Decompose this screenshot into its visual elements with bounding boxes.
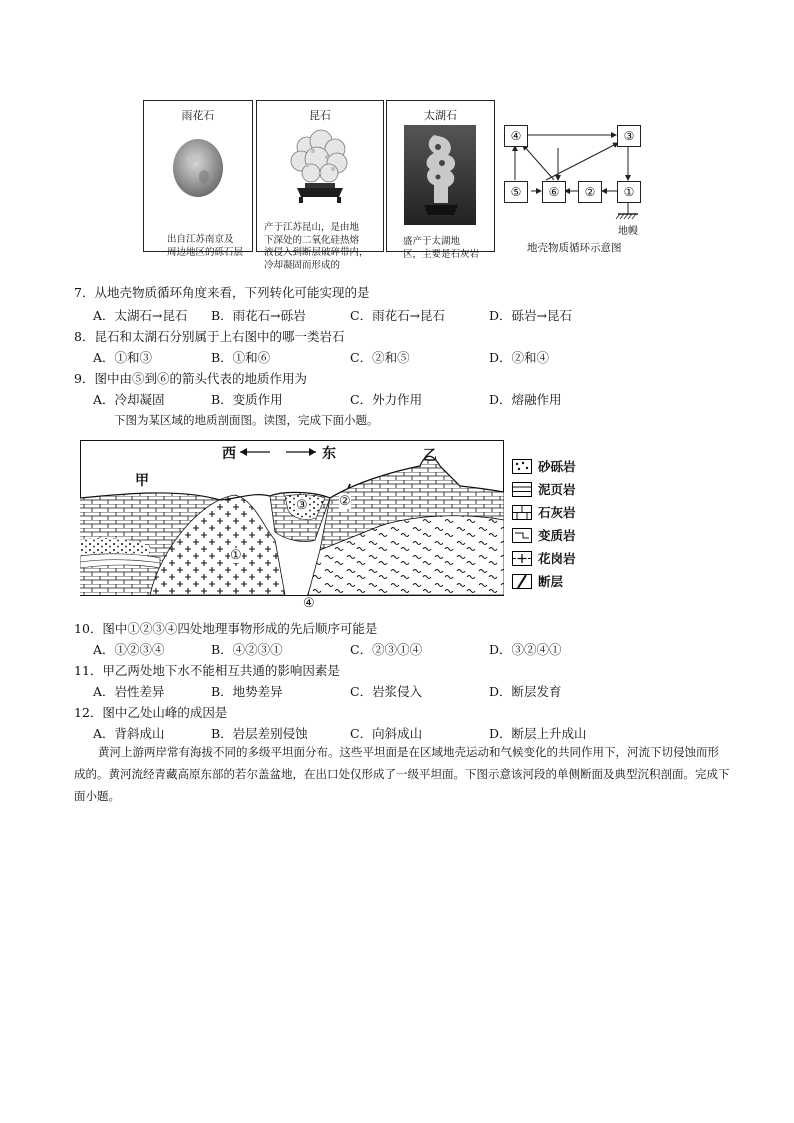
marker-4: ④ [303,596,315,611]
label-yi: 乙 [423,448,437,464]
question-8: 8．昆石和太湖石分别属于上右图中的哪一类岩石 [74,329,345,344]
gravel-swatch-icon [512,459,532,474]
option: A．太湖石→昆石 [93,308,188,323]
option: D．熔融作用 [489,392,562,407]
panel-title: 昆石 [309,109,331,122]
option: B．①和⑥ [211,350,271,365]
option: C．②③①④ [350,642,423,657]
mantle-label: 地幔 [618,226,638,237]
question-7: 7．从地壳物质循环角度来看，下列转化可能实现的是 [74,285,370,300]
label-jia: 甲 [135,473,149,489]
question-9: 9．图中由⑤到⑥的箭头代表的地质作用为 [74,371,307,386]
option: B．岩层差别侵蚀 [211,726,308,741]
fault-swatch-icon [512,574,532,589]
taihushi-image [404,125,476,225]
option: B．④②③① [211,642,283,657]
option: A．冷却凝固 [93,392,165,407]
panel-taihushi [386,100,495,260]
limestone-swatch-icon [512,505,532,520]
marker-2: ② [339,494,351,509]
question-12: 12．图中乙处山峰的成因是 [74,705,228,720]
granite-swatch-icon [512,551,532,566]
mudstone-swatch-icon [512,482,532,497]
option: A．背斜成山 [93,726,165,741]
direction-east: 东 [322,446,336,462]
cycle-node-4: ④ [504,125,528,147]
metamorphic-swatch-icon [512,528,532,543]
cycle-node-6: ⑥ [542,181,566,203]
cycle-node-2: ② [578,181,602,203]
option: D．砾岩→昆石 [489,308,572,323]
option: B．变质作用 [211,392,283,407]
option: D．断层发育 [489,684,562,699]
panel-kunshi [256,100,384,271]
marker-1: ① [230,548,242,563]
cycle-caption: 地壳物质循环示意图 [527,242,622,254]
option: B．雨花石→砾岩 [211,308,306,323]
cycle-node-1: ① [617,181,641,203]
yuhuashi-image [170,137,226,199]
option: C．岩浆侵入 [350,684,423,699]
panel-caption: 盛产于太湖地 区，主要是石灰岩 [403,236,480,260]
option: C．外力作用 [350,392,423,407]
option: D．③②④① [489,642,562,657]
marker-3: ③ [296,498,308,513]
panel-caption: 产于江苏昆山，是由地 下深处的二氧化硅热熔 液侵入到断层破碎带内， 冷却凝固而形成的 [264,222,369,271]
panel-yuhuashi [143,100,253,258]
panel-caption: 出自江苏南京及 周边地区的砾石层 [167,234,244,258]
option: D．断层上升成山 [489,726,587,741]
passage-text: 黄河上游两岸常有海拔不同的多级平坦面分布。这些平坦面是在区域地壳运动和气候变化的共同作用下，河流下切侵蚀而形成的。黄河流经青藏高原东部的若尔盖盆地，在出口处仅形成了一级平坦面。下图示意该河段的单侧断面及典型沉积剖面。完成下面小题。 [74,745,730,803]
option: D．②和④ [489,350,550,365]
panel-title: 太湖石 [424,109,457,122]
option: C．向斜成山 [350,726,423,741]
intro-text: 下图为某区域的地质剖面图。读图，完成下面小题。 [114,413,379,427]
option: B．地势差异 [211,684,283,699]
option: C．雨花石→昆石 [350,308,446,323]
geologic-section [80,440,504,598]
cycle-node-3: ③ [617,125,641,147]
kunshi-image [287,127,353,207]
panel-title: 雨花石 [181,109,215,122]
question-11: 11．甲乙两处地下水不能相互共通的影响因素是 [74,663,340,678]
option: C．②和⑤ [350,350,410,365]
option: A．①②③④ [93,642,165,657]
direction-west: 西 [222,446,236,462]
cycle-node-5: ⑤ [504,181,528,203]
option: A．岩性差异 [93,684,165,699]
question-10: 10．图中①②③④四处地理事物形成的先后顺序可能是 [74,621,378,636]
option: A．①和③ [93,350,153,365]
